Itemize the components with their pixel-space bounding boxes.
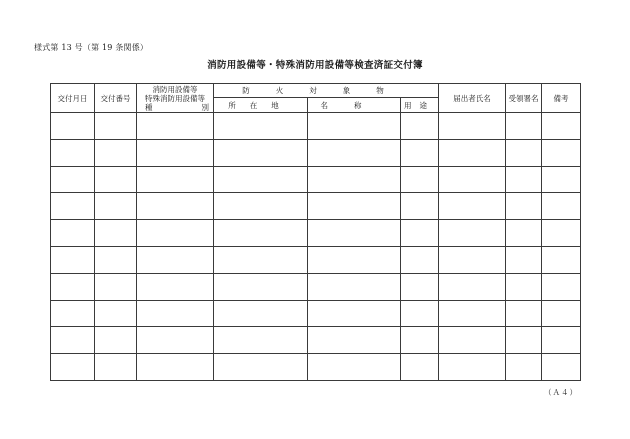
header-location: 所在地 (214, 98, 308, 113)
table-row (51, 139, 581, 166)
cell-remarks (542, 113, 581, 140)
cell-notifier-name (439, 327, 506, 354)
cell-location (214, 273, 308, 300)
cell-receipt-signature (506, 300, 542, 327)
cell-use (401, 113, 439, 140)
cell-remarks (542, 139, 581, 166)
cell-equipment-type (137, 113, 214, 140)
cell-notifier-name (439, 300, 506, 327)
cell-issue-number (95, 166, 137, 193)
cell-issue-number (95, 113, 137, 140)
cell-equipment-type (137, 166, 214, 193)
cell-issue-number (95, 327, 137, 354)
cell-remarks (542, 166, 581, 193)
cell-use (401, 327, 439, 354)
cell-issue-date (51, 193, 95, 220)
cell-issue-date (51, 246, 95, 273)
header-issue-date: 交付月日 (51, 84, 95, 113)
cell-equipment-type (137, 354, 214, 381)
cell-equipment-type (137, 193, 214, 220)
table-row (51, 113, 581, 140)
table-row (51, 327, 581, 354)
cell-use (401, 166, 439, 193)
header-equipment-type-line3: 種別 (145, 102, 209, 112)
cell-location (214, 113, 308, 140)
cell-location (214, 246, 308, 273)
cell-location (214, 166, 308, 193)
cell-name (308, 193, 401, 220)
cell-equipment-type (137, 300, 214, 327)
cell-location (214, 300, 308, 327)
cell-issue-number (95, 246, 137, 273)
cell-location (214, 354, 308, 381)
table-row (51, 193, 581, 220)
header-equipment-type-line2: 特殊消防用設備等 (145, 93, 205, 103)
cell-remarks (542, 327, 581, 354)
cell-issue-number (95, 220, 137, 247)
cell-name (308, 113, 401, 140)
cell-location (214, 193, 308, 220)
cell-receipt-signature (506, 220, 542, 247)
cell-use (401, 139, 439, 166)
table-row (51, 246, 581, 273)
cell-remarks (542, 193, 581, 220)
register-body (51, 113, 581, 381)
cell-name (308, 300, 401, 327)
cell-issue-number (95, 193, 137, 220)
cell-name (308, 354, 401, 381)
cell-use (401, 246, 439, 273)
cell-equipment-type (137, 246, 214, 273)
cell-receipt-signature (506, 354, 542, 381)
cell-name (308, 166, 401, 193)
cell-issue-number (95, 273, 137, 300)
cell-issue-date (51, 273, 95, 300)
cell-equipment-type (137, 220, 214, 247)
cell-receipt-signature (506, 273, 542, 300)
cell-issue-date (51, 354, 95, 381)
cell-notifier-name (439, 220, 506, 247)
cell-use (401, 220, 439, 247)
issuance-register-table (50, 83, 581, 381)
cell-issue-date (51, 300, 95, 327)
cell-receipt-signature (506, 193, 542, 220)
cell-location (214, 139, 308, 166)
header-equipment-type (137, 84, 214, 113)
cell-receipt-signature (506, 139, 542, 166)
cell-use (401, 354, 439, 381)
cell-notifier-name (439, 193, 506, 220)
cell-name (308, 327, 401, 354)
cell-use (401, 273, 439, 300)
cell-notifier-name (439, 113, 506, 140)
cell-use (401, 300, 439, 327)
cell-notifier-name (439, 139, 506, 166)
cell-equipment-type (137, 139, 214, 166)
cell-remarks (542, 220, 581, 247)
cell-issue-date (51, 166, 95, 193)
paper-size-label: （Ａ４） (544, 388, 578, 397)
table-row (51, 220, 581, 247)
cell-equipment-type (137, 273, 214, 300)
cell-issue-date (51, 113, 95, 140)
document-title: 消防用設備等・特殊消防用設備等検査済証交付簿 (207, 60, 423, 71)
table-row (51, 273, 581, 300)
form-reference: 様式第 13 号（第 19 条関係） (34, 43, 149, 52)
cell-notifier-name (439, 273, 506, 300)
header-receipt-signature: 受領署名 (506, 84, 542, 113)
cell-equipment-type (137, 327, 214, 354)
cell-issue-date (51, 220, 95, 247)
cell-location (214, 327, 308, 354)
header-remarks: 備考 (542, 84, 581, 113)
table-row (51, 300, 581, 327)
cell-receipt-signature (506, 246, 542, 273)
header-use: 用途 (401, 98, 439, 113)
header-fire-prevention-object: 防火対象物 (214, 84, 439, 98)
header-notifier-name: 届出者氏名 (439, 84, 506, 113)
cell-receipt-signature (506, 327, 542, 354)
header-issue-number: 交付番号 (95, 84, 137, 113)
header-equipment-type-line1: 消防用設備等 (152, 84, 198, 94)
cell-notifier-name (439, 166, 506, 193)
cell-remarks (542, 354, 581, 381)
cell-remarks (542, 246, 581, 273)
cell-issue-date (51, 327, 95, 354)
cell-name (308, 246, 401, 273)
cell-issue-date (51, 139, 95, 166)
cell-receipt-signature (506, 166, 542, 193)
cell-receipt-signature (506, 113, 542, 140)
table-row (51, 166, 581, 193)
cell-name (308, 220, 401, 247)
cell-issue-number (95, 300, 137, 327)
cell-use (401, 193, 439, 220)
cell-location (214, 220, 308, 247)
cell-name (308, 273, 401, 300)
cell-notifier-name (439, 354, 506, 381)
cell-name (308, 139, 401, 166)
cell-issue-number (95, 354, 137, 381)
cell-remarks (542, 273, 581, 300)
cell-remarks (542, 300, 581, 327)
header-name: 名称 (308, 98, 401, 113)
cell-issue-number (95, 139, 137, 166)
cell-notifier-name (439, 246, 506, 273)
table-row (51, 354, 581, 381)
